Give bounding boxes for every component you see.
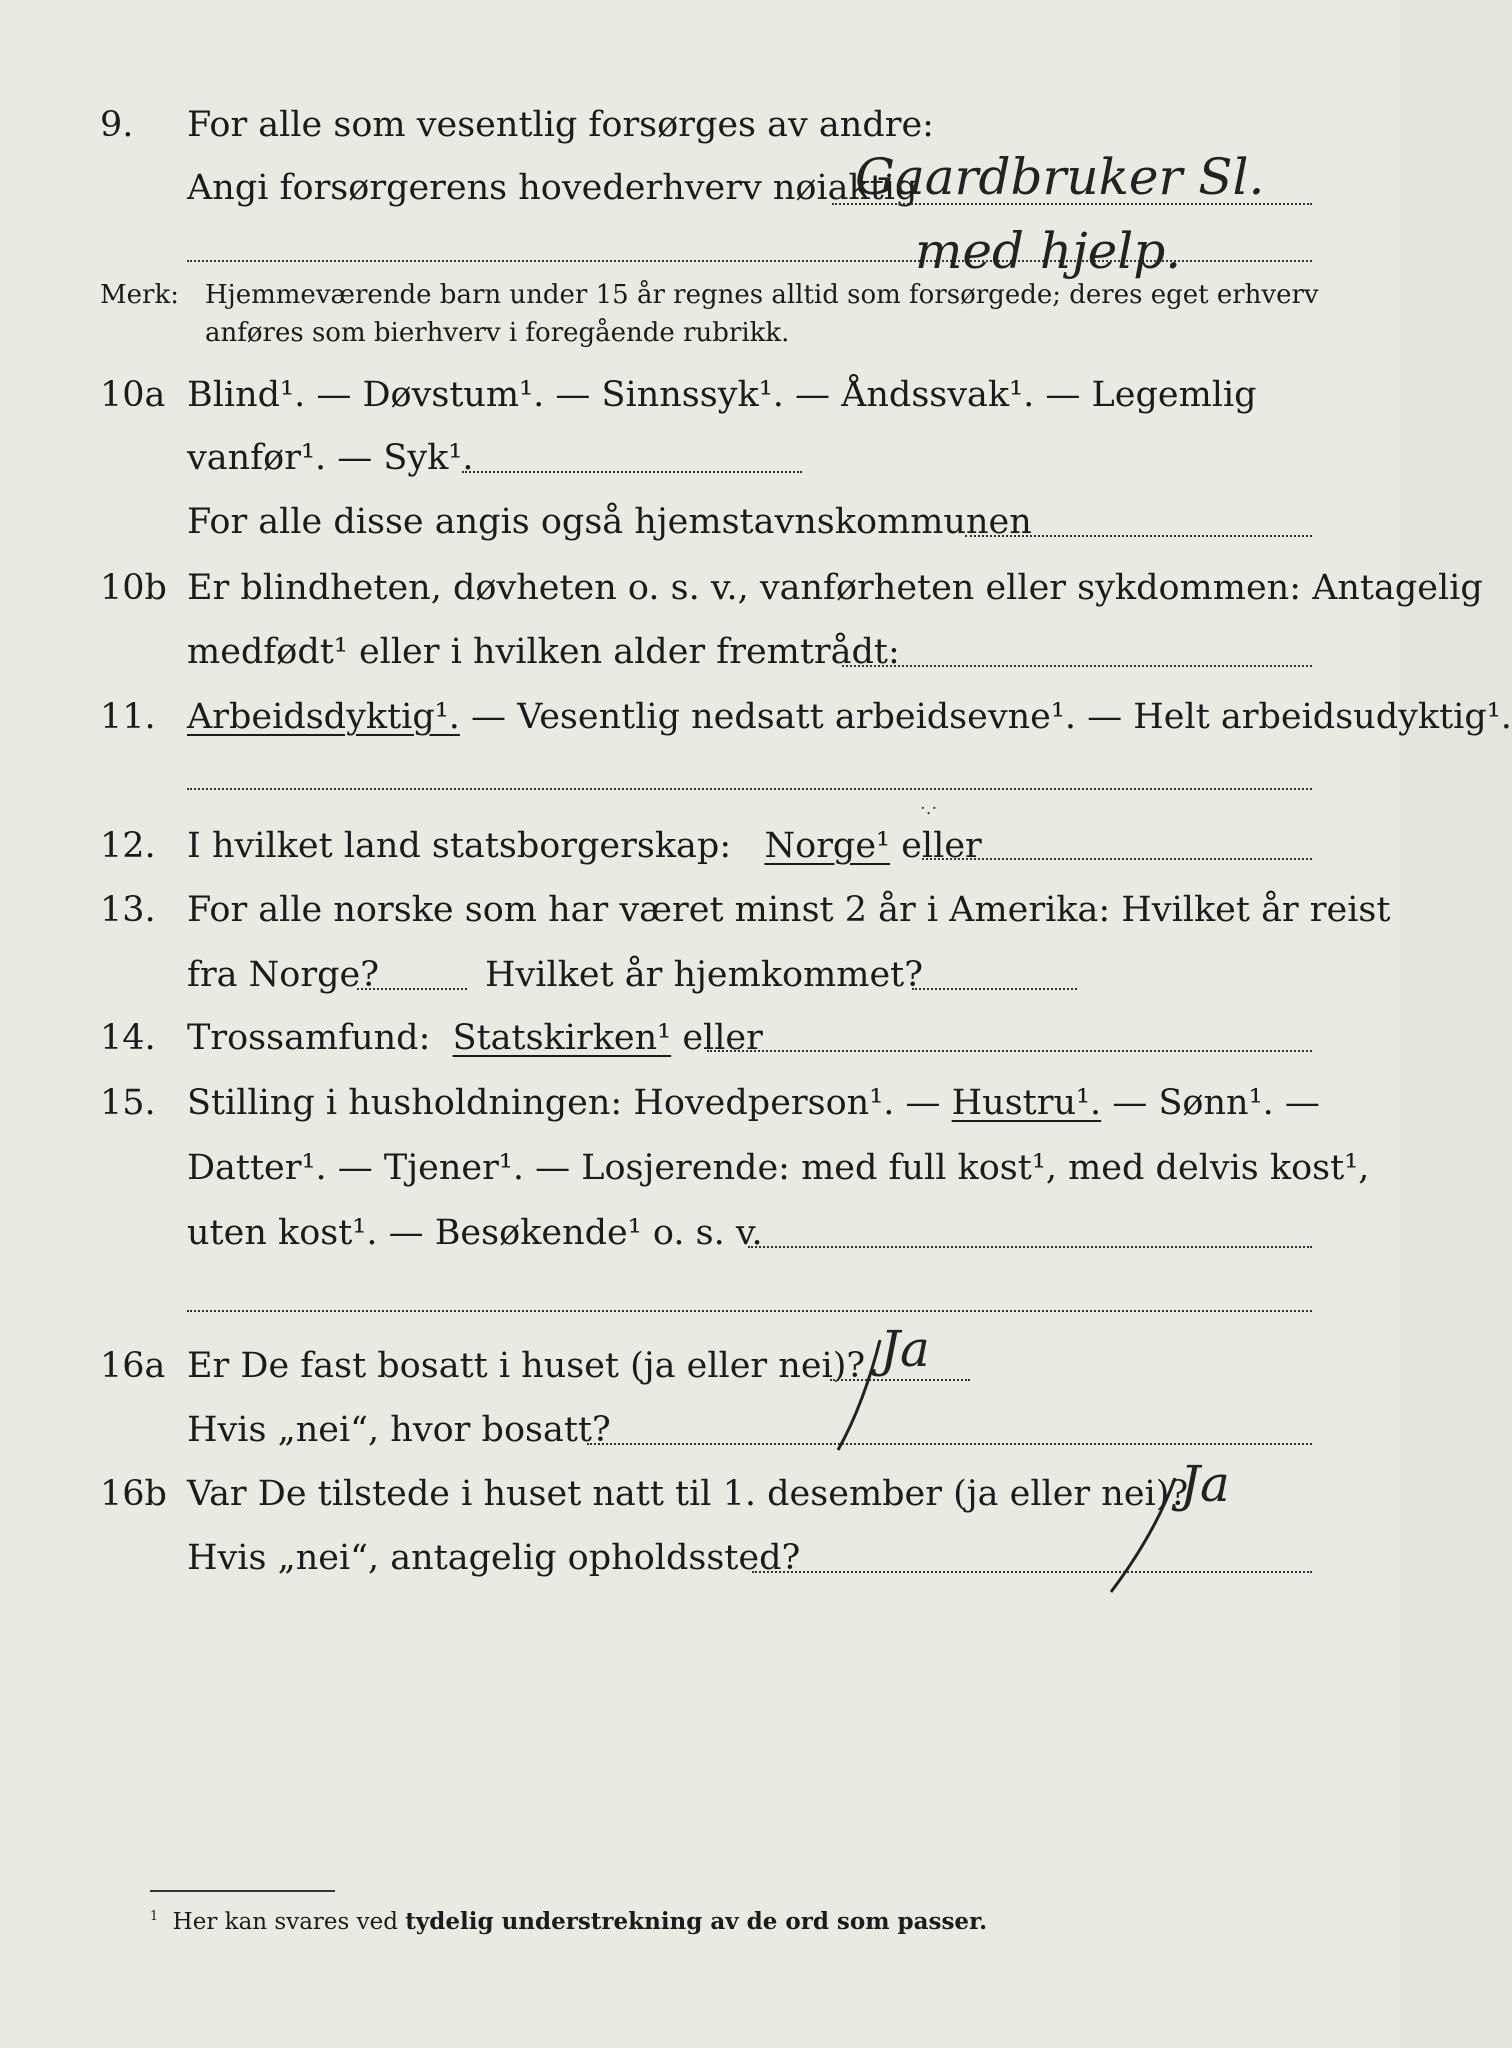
q11-answer-line [187, 788, 1312, 790]
q15-number: 15. [100, 1083, 156, 1123]
q16a-line-2: Hvis „nei“, hvor bosatt? [187, 1410, 611, 1450]
q12-or: eller [901, 826, 982, 866]
q13-line-2b: Hvilket år hjemkommet? [485, 955, 924, 995]
footnote-bold-text: tydelig understrekning av de ord som passer. [405, 1908, 988, 1935]
q16b-line-2: Hvis „nei“, antagelig opholdssted? [187, 1538, 801, 1578]
q15-answer-line [748, 1246, 1312, 1248]
q10b-answer-line [842, 665, 1312, 667]
q14-selected-option: Statskirken¹ [452, 1018, 672, 1058]
q11-selected-option: Arbeidsdyktig¹. [187, 697, 460, 737]
q9-handwritten-help: med hjelp. [915, 222, 1182, 280]
merk-line-2: anføres som bierhverv i foregående rubrikk. [205, 318, 790, 348]
ink-speck: ·.· [920, 798, 938, 819]
q16b-handwritten-answer: Ja [1180, 1455, 1230, 1513]
q10a-number: 10a [100, 375, 166, 415]
q16a-handwritten-answer: Ja [880, 1320, 930, 1378]
q15-selected-option: Hustru¹. [951, 1083, 1102, 1123]
q9-prompt: Angi forsørgerens hovederhverv nøiaktig [187, 168, 918, 208]
q16a-pen-stroke [820, 1330, 900, 1460]
q10b-line-2: medfødt¹ eller i hvilken alder fremtrådt: [187, 632, 900, 672]
q16a-location-line [587, 1443, 1312, 1445]
q16b-number: 16b [100, 1474, 167, 1514]
q12-answer-line [922, 858, 1312, 860]
q11-other-options: — Vesentlig nedsatt arbeidsevne¹. — Helt arbeidsudyktig¹. [459, 697, 1512, 737]
q15-line-2: Datter¹. — Tjener¹. — Losjerende: med full kost¹, med delvis kost¹, [187, 1148, 1370, 1188]
q10a-line-2: vanfør¹. — Syk¹. [187, 438, 474, 478]
q13-number: 13. [100, 890, 156, 930]
q14-number: 14. [100, 1018, 156, 1058]
q16a-line-1: Er De fast bosatt i huset (ja eller nei)? [187, 1346, 866, 1386]
q10a-line-3: For alle disse angis også hjemstavnskommunen [187, 502, 1032, 542]
footnote-marker: 1 [150, 1908, 159, 1924]
q14-answer-line [707, 1050, 1312, 1052]
q10b-line-1: Er blindheten, døvheten o. s. v., vanførheten eller sykdommen: Antagelig [187, 568, 1483, 608]
q15-line-1b: — Sønn¹. — [1112, 1083, 1320, 1123]
merk-line-1: Hjemmeværende barn under 15 år regnes alltid som forsørgede; deres eget erhverv [205, 280, 1319, 310]
q15-line-1a: Stilling i husholdningen: Hovedperson¹. — [187, 1083, 941, 1123]
q16b-line-1: Var De tilstede i huset natt til 1. desember (ja eller nei)? [187, 1474, 1189, 1514]
q16b-location-line [752, 1571, 1312, 1573]
footnote-rule [150, 1890, 335, 1892]
q11-number: 11. [100, 697, 156, 737]
q10a-answer-line [462, 471, 802, 473]
q13-line-1: For alle norske som har været minst 2 år i Amerika: Hvilket år reist [187, 890, 1391, 930]
q9-number: 9. [100, 105, 134, 145]
q9-handwritten-occupation: Gaardbruker Sl. [855, 148, 1265, 206]
q10a-home-line [965, 535, 1312, 537]
q12-selected-option: Norge¹ [764, 826, 891, 866]
q14-or: eller [682, 1018, 763, 1058]
q12-prompt: I hvilket land statsborgerskap: [187, 826, 732, 866]
q12-number: 12. [100, 826, 156, 866]
q15-line-3: uten kost¹. — Besøkende¹ o. s. v. [187, 1213, 763, 1253]
q9-title: For alle som vesentlig forsørges av andre: [187, 105, 934, 145]
q16b-pen-stroke [1095, 1470, 1185, 1600]
q15-answer-line-2 [187, 1310, 1312, 1312]
q14-prompt: Trossamfund: [187, 1018, 431, 1058]
q16a-number: 16a [100, 1346, 166, 1386]
q13-year-returned-line [912, 988, 1077, 990]
merk-label: Merk: [100, 280, 179, 310]
q10a-line-1: Blind¹. — Døvstum¹. — Sinnssyk¹. — Åndssvak¹. — Legemlig [187, 375, 1257, 415]
footnote-text: Her kan svares ved [172, 1909, 398, 1935]
q13-year-left-line [357, 988, 467, 990]
q10b-number: 10b [100, 568, 167, 608]
q13-line-2a: fra Norge? [187, 955, 379, 995]
footnote [150, 1908, 987, 1935]
